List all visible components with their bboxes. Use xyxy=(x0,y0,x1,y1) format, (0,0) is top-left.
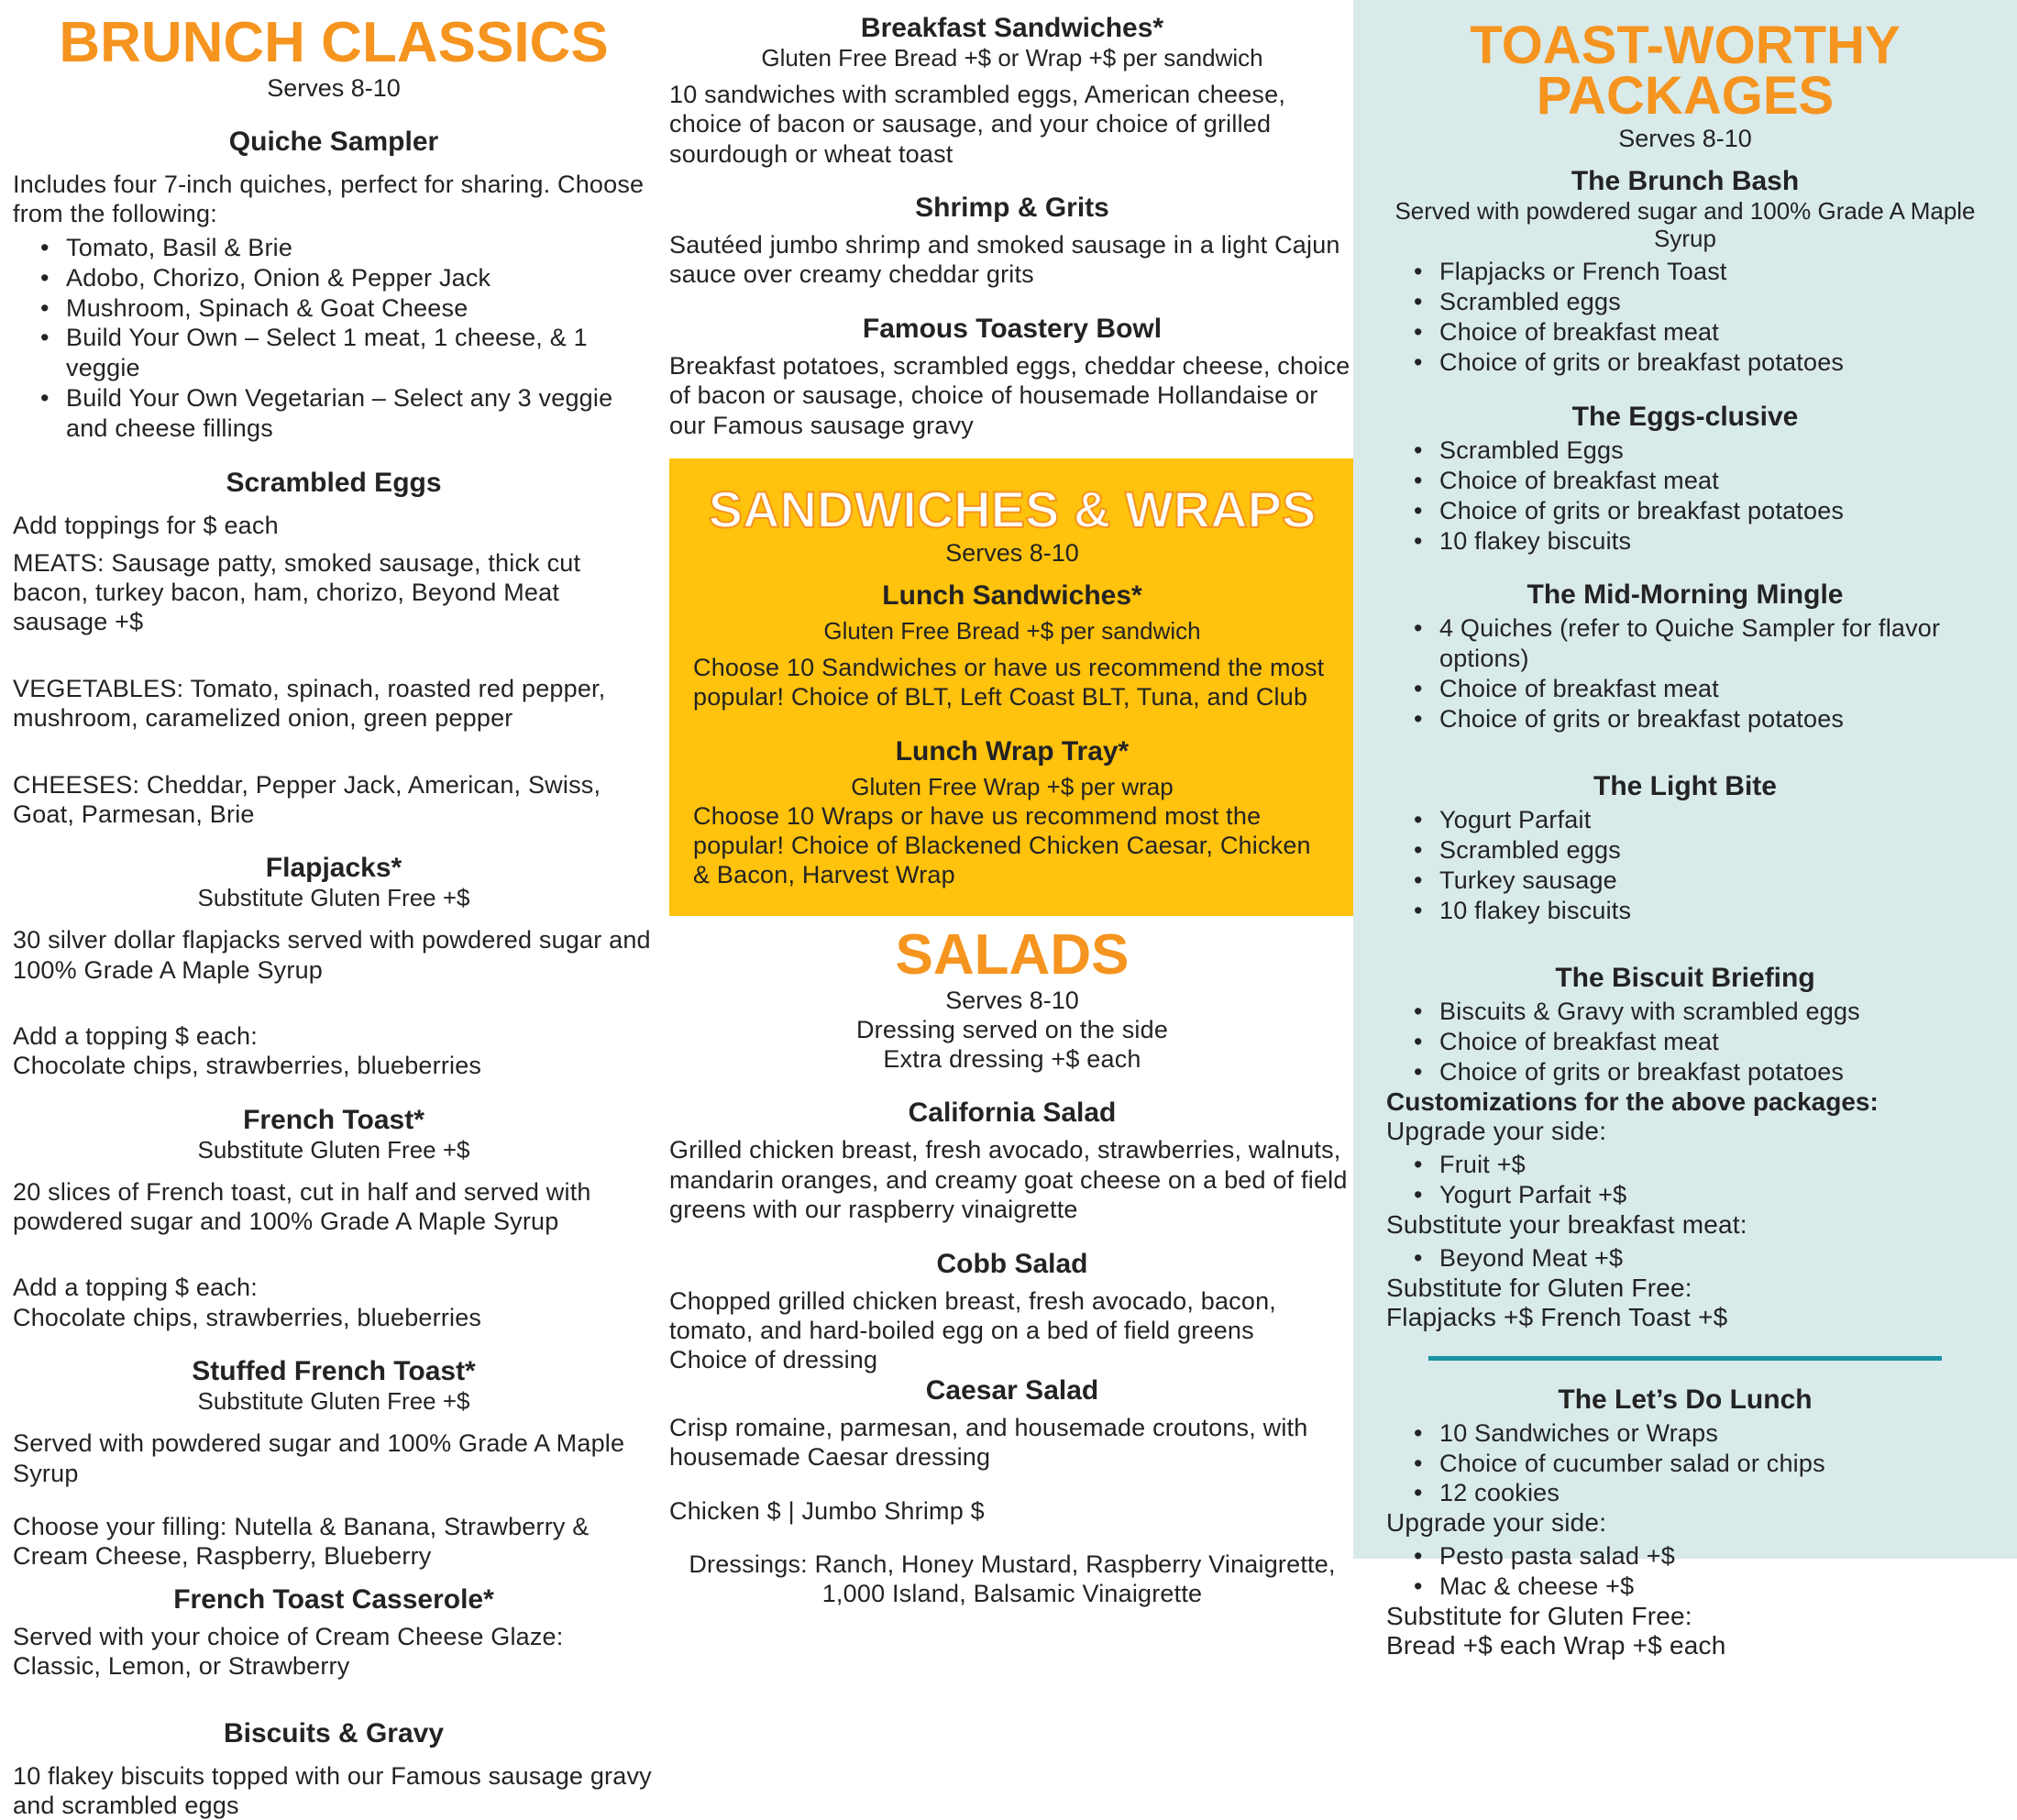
quiche-option: • Build Your Own – Select 1 meat, 1 cheese, & 1 veggie xyxy=(39,323,655,383)
california-salad-description: Grilled chicken breast, fresh avocado, strawberries, walnuts, mandarin oranges, and creamy goat cheese on a bed of field greens with our raspberry vinaigrette xyxy=(669,1135,1355,1224)
customizations-meat-item: • Beyond Meat +$ xyxy=(1412,1243,1984,1274)
scrambled-eggs-cheeses: CHEESES: Cheddar, Pepper Jack, American, Swiss, Goat, Parmesan, Brie xyxy=(13,770,655,830)
lets-do-lunch-items xyxy=(1386,1418,1984,1509)
customizations-gluten-free-label: Substitute for Gluten Free: xyxy=(1386,1274,1984,1303)
lunch-sandwiches-gluten-free-note: Gluten Free Bread +$ per sandwich xyxy=(693,618,1331,645)
customizations-upgrade-label: Upgrade your side: xyxy=(1386,1117,1984,1146)
biscuit-briefing-heading: The Biscuit Briefing xyxy=(1386,963,1984,993)
biscuit-briefing-item: • Biscuits & Gravy with scrambled eggs xyxy=(1412,997,1984,1027)
stuffed-french-toast-fillings: Choose your filling: Nutella & Banana, Strawberry & Cream Cheese, Raspberry, Blueberry xyxy=(13,1512,655,1572)
customizations-heading: Customizations for the above packages: xyxy=(1386,1087,1984,1117)
biscuit-briefing-item: • Choice of grits or breakfast potatoes xyxy=(1412,1057,1984,1087)
biscuits-gravy-description: 10 flakey biscuits topped with our Famous sausage gravy and scrambled eggs xyxy=(13,1761,655,1820)
toast-worthy-packages-column xyxy=(1353,0,2017,1559)
customizations-upgrade-item: • Fruit +$ xyxy=(1412,1150,1984,1180)
light-bite-item: • Scrambled eggs xyxy=(1412,835,1984,866)
lunch-upgrade-items xyxy=(1386,1541,1984,1602)
customizations-upgrade-items xyxy=(1386,1150,1984,1210)
stuffed-french-toast-heading: Stuffed French Toast* xyxy=(13,1356,655,1386)
quiche-option: • Tomato, Basil & Brie xyxy=(39,233,655,263)
brunch-bash-item: • Choice of breakfast meat xyxy=(1412,317,1984,347)
brunch-bash-items xyxy=(1386,257,1984,378)
caesar-salad-heading: Caesar Salad xyxy=(669,1375,1355,1406)
flapjacks-description: 30 silver dollar flapjacks served with powdered sugar and 100% Grade A Maple Syrup xyxy=(13,925,655,985)
customizations-meat-label: Substitute your breakfast meat: xyxy=(1386,1210,1984,1240)
flapjacks-gluten-free-note: Substitute Gluten Free +$ xyxy=(13,885,655,912)
packages-title-line2: PACKAGES xyxy=(1386,71,1984,121)
french-toast-casserole-heading: French Toast Casserole* xyxy=(13,1584,655,1615)
eggsclusive-item: • Choice of breakfast meat xyxy=(1412,466,1984,496)
french-toast-heading: French Toast* xyxy=(13,1105,655,1135)
sandwiches-wraps-serves: Serves 8-10 xyxy=(693,539,1331,568)
lunch-sandwiches-description: Choose 10 Sandwiches or have us recommend the most popular! Choice of BLT, Left Coast BLT, Tuna, and Club xyxy=(693,653,1331,712)
quiche-option: • Mushroom, Spinach & Goat Cheese xyxy=(39,293,655,324)
customizations-meat-items xyxy=(1386,1243,1984,1274)
french-toast-casserole-description: Served with your choice of Cream Cheese Glaze: Classic, Lemon, or Strawberry xyxy=(13,1622,655,1682)
lunch-wrap-tray-description: Choose 10 Wraps or have us recommend most the popular! Choice of Blackened Chicken Caesar, Chicken & Bacon, Harvest Wrap xyxy=(693,801,1331,890)
sandwiches-wraps-panel xyxy=(669,458,1355,916)
scrambled-eggs-toppings-note: Add toppings for $ each xyxy=(13,511,655,540)
lets-do-lunch-item: • Choice of cucumber salad or chips xyxy=(1412,1449,1984,1479)
packages-title-line1: TOAST-WORTHY xyxy=(1386,20,1984,71)
salad-addons: Chicken $ | Jumbo Shrimp $ xyxy=(669,1496,1355,1526)
cobb-salad-heading: Cobb Salad xyxy=(669,1249,1355,1279)
salads-extra-dressing-note: Extra dressing +$ each xyxy=(669,1044,1355,1074)
lunch-upgrade-item: • Mac & cheese +$ xyxy=(1412,1572,1984,1602)
california-salad-heading: California Salad xyxy=(669,1098,1355,1128)
french-toast-gluten-free-note: Substitute Gluten Free +$ xyxy=(13,1137,655,1164)
caesar-salad-description: Crisp romaine, parmesan, and housemade croutons, with housemade Caesar dressing xyxy=(669,1413,1355,1473)
lets-do-lunch-item: • 10 Sandwiches or Wraps xyxy=(1412,1418,1984,1449)
brunch-bash-heading: The Brunch Bash xyxy=(1386,166,1984,196)
famous-toastery-bowl-description: Breakfast potatoes, scrambled eggs, cheddar cheese, choice of bacon or sausage, choice of housemade Hollandaise or our Famous sausage gravy xyxy=(669,351,1355,440)
light-bite-item: • Yogurt Parfait xyxy=(1412,805,1984,835)
mid-morning-mingle-items xyxy=(1386,613,1984,734)
lets-do-lunch-item: • 12 cookies xyxy=(1412,1478,1984,1508)
biscuit-briefing-item: • Choice of breakfast meat xyxy=(1412,1027,1984,1057)
french-toast-topping-label: Add a topping $ each: xyxy=(13,1273,655,1302)
brunch-classics-serves: Serves 8-10 xyxy=(13,74,655,103)
lunch-gluten-free-label: Substitute for Gluten Free: xyxy=(1386,1602,1984,1631)
lunch-wrap-tray-heading: Lunch Wrap Tray* xyxy=(693,736,1331,767)
biscuits-gravy-heading: Biscuits & Gravy xyxy=(13,1718,655,1748)
stuffed-french-toast-gluten-free-note: Substitute Gluten Free +$ xyxy=(13,1388,655,1416)
lunch-upgrade-item: • Pesto pasta salad +$ xyxy=(1412,1541,1984,1572)
famous-toastery-bowl-heading: Famous Toastery Bowl xyxy=(669,314,1355,344)
scrambled-eggs-meats: MEATS: Sausage patty, smoked sausage, thick cut bacon, turkey bacon, ham, chorizo, Beyond Meat sausage +$ xyxy=(13,548,655,637)
light-bite-item: • 10 flakey biscuits xyxy=(1412,896,1984,926)
salads-dressing-note: Dressing served on the side xyxy=(669,1015,1355,1044)
lunch-wrap-tray-gluten-free-note: Gluten Free Wrap +$ per wrap xyxy=(693,774,1331,801)
brunch-classics-column xyxy=(13,17,655,1820)
lunch-sandwiches-heading: Lunch Sandwiches* xyxy=(693,580,1331,611)
scrambled-eggs-vegetables: VEGETABLES: Tomato, spinach, roasted red pepper, mushroom, caramelized onion, green pepper xyxy=(13,674,655,734)
quiche-sampler-heading: Quiche Sampler xyxy=(13,127,655,157)
biscuit-briefing-items xyxy=(1386,997,1984,1087)
brunch-classics-title: BRUNCH CLASSICS xyxy=(13,17,655,71)
section-divider xyxy=(1428,1356,1943,1361)
eggsclusive-heading: The Eggs-clusive xyxy=(1386,402,1984,432)
sandwiches-wraps-title: SANDWICHES & WRAPS xyxy=(693,484,1331,535)
customizations-gluten-free-options: Flapjacks +$ French Toast +$ xyxy=(1386,1303,1984,1332)
light-bite-item: • Turkey sausage xyxy=(1412,866,1984,896)
eggsclusive-item: • Scrambled Eggs xyxy=(1412,436,1984,466)
mid-morning-item: • Choice of breakfast meat xyxy=(1412,674,1984,704)
stuffed-french-toast-description: Served with powdered sugar and 100% Grade A Maple Syrup xyxy=(13,1428,655,1488)
eggsclusive-item: • 10 flakey biscuits xyxy=(1412,526,1984,557)
quiche-sampler-options xyxy=(13,233,655,445)
brunch-bash-note: Served with powdered sugar and 100% Grade A Maple Syrup xyxy=(1386,198,1984,253)
cobb-salad-dressing-note: Choice of dressing xyxy=(669,1345,1355,1374)
breakfast-sandwiches-gluten-free-note: Gluten Free Bread +$ or Wrap +$ per sandwich xyxy=(669,45,1355,72)
brunch-bash-item: • Scrambled eggs xyxy=(1412,287,1984,317)
light-bite-items xyxy=(1386,805,1984,926)
breakfast-sandwiches-description: 10 sandwiches with scrambled eggs, American cheese, choice of bacon or sausage, and your choice of grilled sourdough or wheat toast xyxy=(669,80,1355,169)
scrambled-eggs-heading: Scrambled Eggs xyxy=(13,468,655,498)
cobb-salad-description: Chopped grilled chicken breast, fresh avocado, bacon, tomato, and hard-boiled egg on a bed of field greens xyxy=(669,1286,1355,1346)
quiche-option: • Build Your Own Vegetarian – Select any 3 veggie and cheese fillings xyxy=(39,383,655,444)
lets-do-lunch-heading: The Let’s Do Lunch xyxy=(1386,1384,1984,1415)
mid-morning-item: • Choice of grits or breakfast potatoes xyxy=(1412,704,1984,734)
quiche-sampler-intro: Includes four 7-inch quiches, perfect for sharing. Choose from the following: xyxy=(13,170,655,229)
flapjacks-heading: Flapjacks* xyxy=(13,853,655,883)
shrimp-grits-heading: Shrimp & Grits xyxy=(669,193,1355,223)
salads-title: SALADS xyxy=(669,929,1355,983)
lunch-gluten-free-options: Bread +$ each Wrap +$ each xyxy=(1386,1631,1984,1660)
eggsclusive-items xyxy=(1386,436,1984,557)
french-toast-topping-options: Chocolate chips, strawberries, blueberries xyxy=(13,1303,655,1332)
breakfast-sandwiches-heading: Breakfast Sandwiches* xyxy=(669,13,1355,43)
shrimp-grits-description: Sautéed jumbo shrimp and smoked sausage in a light Cajun sauce over creamy cheddar grits xyxy=(669,230,1355,290)
salad-dressings-list: Dressings: Ranch, Honey Mustard, Raspberry Vinaigrette, 1,000 Island, Balsamic Vinaigrette xyxy=(669,1550,1355,1609)
mid-morning-mingle-heading: The Mid-Morning Mingle xyxy=(1386,579,1984,610)
salads-serves: Serves 8-10 xyxy=(669,987,1355,1015)
flapjacks-topping-options: Chocolate chips, strawberries, blueberries xyxy=(13,1051,655,1080)
flapjacks-topping-label: Add a topping $ each: xyxy=(13,1021,655,1051)
quiche-option: • Adobo, Chorizo, Onion & Pepper Jack xyxy=(39,263,655,293)
eggsclusive-item: • Choice of grits or breakfast potatoes xyxy=(1412,496,1984,526)
lunch-upgrade-label: Upgrade your side: xyxy=(1386,1508,1984,1538)
brunch-bash-item: • Choice of grits or breakfast potatoes xyxy=(1412,347,1984,378)
light-bite-heading: The Light Bite xyxy=(1386,771,1984,801)
french-toast-description: 20 slices of French toast, cut in half and served with powdered sugar and 100% Grade A Maple Syrup xyxy=(13,1177,655,1237)
mid-morning-item: • 4 Quiches (refer to Quiche Sampler for flavor options) xyxy=(1412,613,1984,674)
customizations-upgrade-item: • Yogurt Parfait +$ xyxy=(1412,1180,1984,1210)
middle-column xyxy=(669,6,1355,1609)
packages-serves: Serves 8-10 xyxy=(1386,125,1984,153)
brunch-bash-item: • Flapjacks or French Toast xyxy=(1412,257,1984,287)
